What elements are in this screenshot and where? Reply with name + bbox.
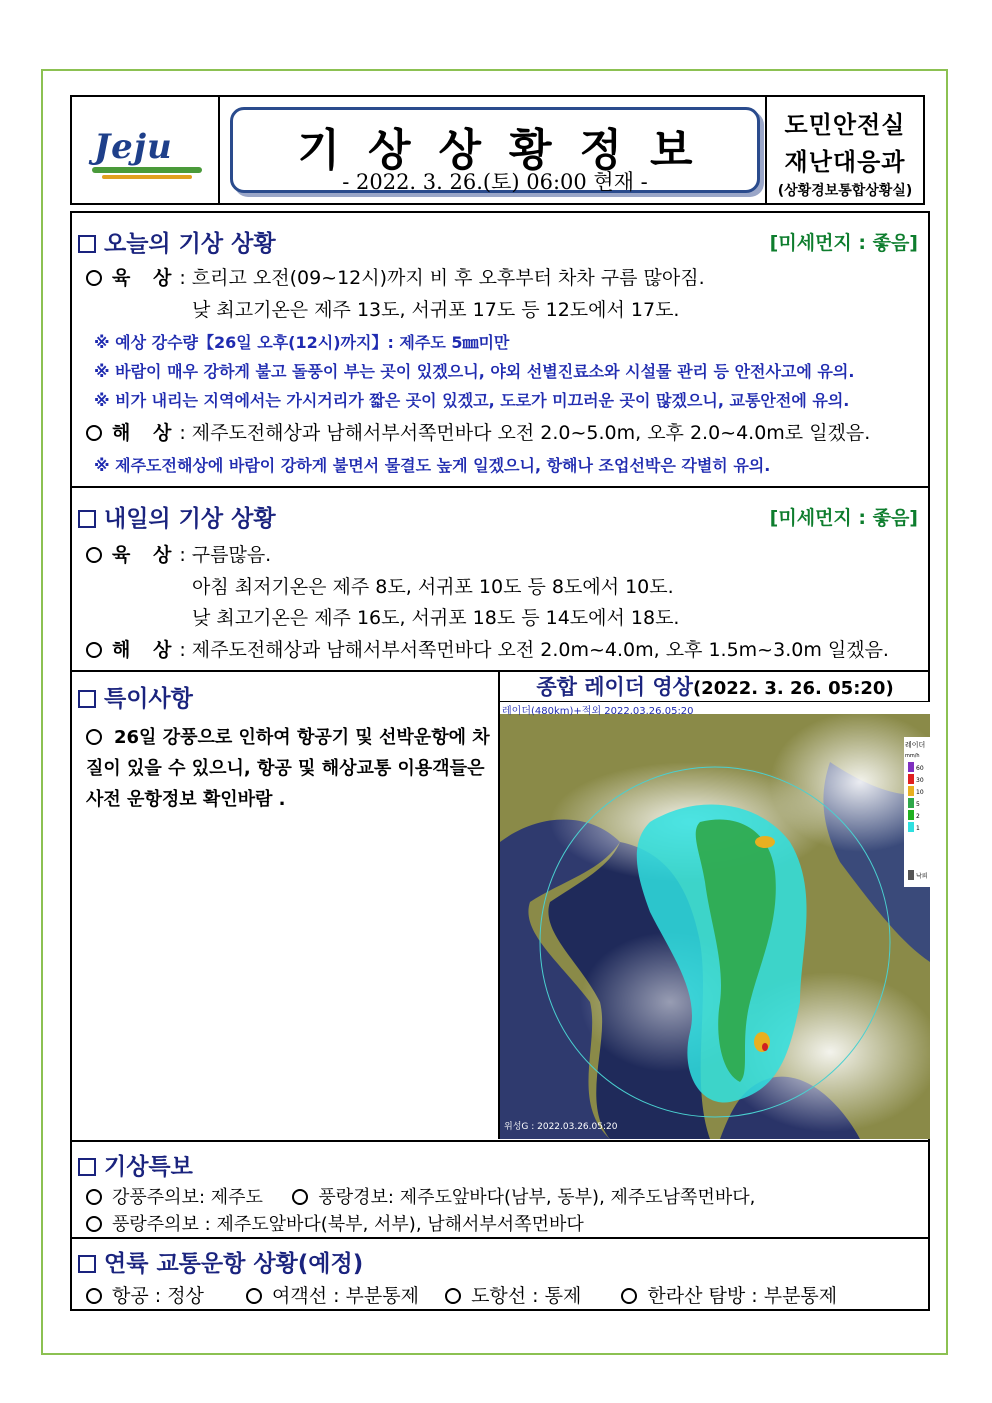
radar-image-header: 레이더(480km)+적외 2022.03.26.05:20 [502, 706, 694, 717]
circle-bullet-icon [292, 1189, 308, 1205]
radar-echo-red [762, 1043, 768, 1051]
today-note1: ※ 예상 강수량【26일 오후(12시)까지】: 제주도 5㎜미만 [94, 333, 510, 352]
today-title: 오늘의 기상 상황 [104, 231, 276, 257]
radar-echo-yellow [754, 1032, 770, 1052]
sea-label: 해 상 [112, 639, 180, 661]
legend-swatch [908, 870, 914, 880]
legend-swatch [908, 798, 914, 808]
traffic-status-line [86, 1281, 837, 1308]
circle-bullet-icon [246, 1288, 262, 1304]
warnings-line1 [86, 1183, 755, 1209]
special-title: 특이사항 [104, 686, 193, 712]
gale-advisory: 강풍주의보: 제주도 [112, 1187, 263, 1208]
circle-bullet-icon [86, 270, 102, 286]
legend-title: 레이더 [905, 741, 926, 749]
traffic-title: 연륙 교통운항 상황(예정) [104, 1251, 364, 1277]
today-note4: ※ 제주도전해상에 바람이 강하게 불면서 물결도 높게 일겠으니, 항해나 조업선박은 각별히 유의. [94, 456, 771, 475]
circle-bullet-icon [86, 1216, 102, 1232]
legend-panel [904, 737, 930, 887]
radar-datetime: (2022. 3. 26. 05:20) [692, 678, 894, 699]
department [765, 97, 923, 203]
legend-value: 1 [916, 825, 920, 832]
radar-footer: 위성G : 2022.03.26.05:20 [504, 1122, 618, 1132]
section-title [78, 500, 276, 533]
circle-bullet-icon [86, 425, 102, 441]
section-title [78, 680, 193, 713]
logo-swoosh-icon [92, 167, 202, 173]
legend-value: 60 [916, 765, 924, 772]
dept-line3: (상황경보통합상황실) [777, 183, 913, 199]
land-label: 육 상 [112, 544, 180, 566]
land-text: : 흐리고 오전(09~12시)까지 비 후 오후부터 차차 구름 많아짐. [179, 267, 705, 289]
section-warnings [72, 1140, 928, 1237]
legend-swatch [908, 822, 914, 832]
logo-text: Jeju [94, 127, 173, 167]
circle-bullet-icon [86, 547, 102, 563]
tomorrow-land-line3: 낮 최고기온은 제주 16도, 서귀포 18도 등 14도에서 18도. [192, 607, 680, 629]
today-sea-line [86, 418, 870, 445]
jeju-logo [72, 97, 220, 203]
high-seas-advisory: 풍랑주의보 : 제주도앞바다(북부, 서부), 남해서부서쪽먼바다 [112, 1214, 584, 1235]
warnings-title: 기상특보 [104, 1154, 193, 1180]
hallasan-status: 한라산 탐방 : 부분통제 [647, 1285, 838, 1307]
main-content [70, 211, 930, 1311]
legend-value: 10 [916, 789, 924, 796]
tomorrow-sea-line [86, 635, 889, 662]
checkbox-square-icon [78, 510, 96, 528]
sea-text: : 제주도전해상과 남해서부서쪽먼바다 오전 2.0~5.0m, 오후 2.0~4.0m로 일겠음. [179, 422, 871, 444]
checkbox-square-icon [78, 1158, 96, 1176]
section-special [72, 670, 928, 1140]
tomorrow-title: 내일의 기상 상황 [104, 506, 276, 532]
page-title: 기상상황정보 [297, 125, 721, 176]
circle-bullet-icon [86, 1189, 102, 1205]
section-tomorrow [72, 486, 928, 670]
header [70, 95, 925, 205]
sea-text: : 제주도전해상과 남해서부서쪽먼바다 오전 2.0m~4.0m, 오후 1.5m~3.0m 일겠음. [179, 639, 889, 661]
radar-title [498, 672, 930, 702]
radar-image [498, 702, 930, 1139]
dust-status: [미세먼지 : 좋음] [769, 507, 918, 529]
section-title [78, 1245, 363, 1278]
radar-title-text: 종합 레이더 영상 [536, 675, 693, 699]
today-note3: ※ 비가 내리는 지역에서는 가시거리가 짧은 곳이 있겠고, 도로가 미끄러운 곳이 많겠으니, 교통안전에 유의. [94, 391, 850, 410]
legend-swatch [908, 774, 914, 784]
section-title [78, 225, 276, 258]
legend-unit: mm/h [905, 753, 920, 759]
section-title [78, 1148, 193, 1181]
section-today [72, 213, 928, 486]
special-notice [86, 722, 496, 815]
checkbox-square-icon [78, 235, 96, 253]
circle-bullet-icon [86, 729, 102, 745]
title-box [230, 107, 760, 193]
legend-swatch [908, 786, 914, 796]
radar-echo-yellow [755, 836, 775, 848]
today-note2: ※ 바람이 매우 강하게 불고 돌풍이 부는 곳이 있겠으니, 야외 선별진료소와 시설물 관리 등 안전사고에 유의. [94, 362, 855, 381]
dust-status: [미세먼지 : 좋음] [769, 232, 918, 254]
ferry-status: 여객선 : 부분통제 [272, 1285, 419, 1307]
land-text: : 구름많음. [179, 544, 272, 566]
sea-label: 해 상 [112, 422, 180, 444]
legend-swatch [908, 762, 914, 772]
legend-swatch [908, 810, 914, 820]
legend-value: 30 [916, 777, 924, 784]
air-status: 항공 : 정상 [112, 1285, 204, 1307]
legend-extra: 낙뢰 [916, 873, 928, 880]
circle-bullet-icon [621, 1288, 637, 1304]
warnings-line2 [86, 1210, 584, 1236]
section-traffic [72, 1237, 928, 1311]
dept-line1: 도민안전실 [784, 111, 906, 139]
page-subtitle: - 2022. 3. 26.(토) 06:00 현재 - [342, 170, 648, 194]
dept-line2: 재난대응과 [784, 148, 906, 176]
tomorrow-land-line1 [86, 540, 271, 567]
circle-bullet-icon [445, 1288, 461, 1304]
legend-value: 2 [916, 813, 920, 820]
checkbox-square-icon [78, 1255, 96, 1273]
land-label: 육 상 [112, 267, 180, 289]
checkbox-square-icon [78, 690, 96, 708]
radar-map-svg [500, 702, 930, 1139]
today-land-line1 [86, 263, 705, 290]
logo-swoosh2-icon [102, 175, 192, 179]
legend-value: 5 [916, 801, 920, 808]
circle-bullet-icon [86, 1288, 102, 1304]
circle-bullet-icon [86, 642, 102, 658]
today-land-line2: 낮 최고기온은 제주 13도, 서귀포 17도 등 12도에서 17도. [192, 299, 680, 321]
tomorrow-land-line2: 아침 최저기온은 제주 8도, 서귀포 10도 등 8도에서 10도. [192, 576, 674, 598]
island-ferry-status: 도항선 : 통제 [471, 1285, 582, 1307]
special-text: 26일 강풍으로 인하여 항공기 및 선박운항에 차질이 있을 수 있으니, 항공 및 해상교통 이용객들은 사전 운항정보 확인바람 . [86, 727, 490, 810]
high-seas-warning: 풍랑경보: 제주도앞바다(남부, 동부), 제주도남쪽먼바다, [318, 1187, 756, 1208]
